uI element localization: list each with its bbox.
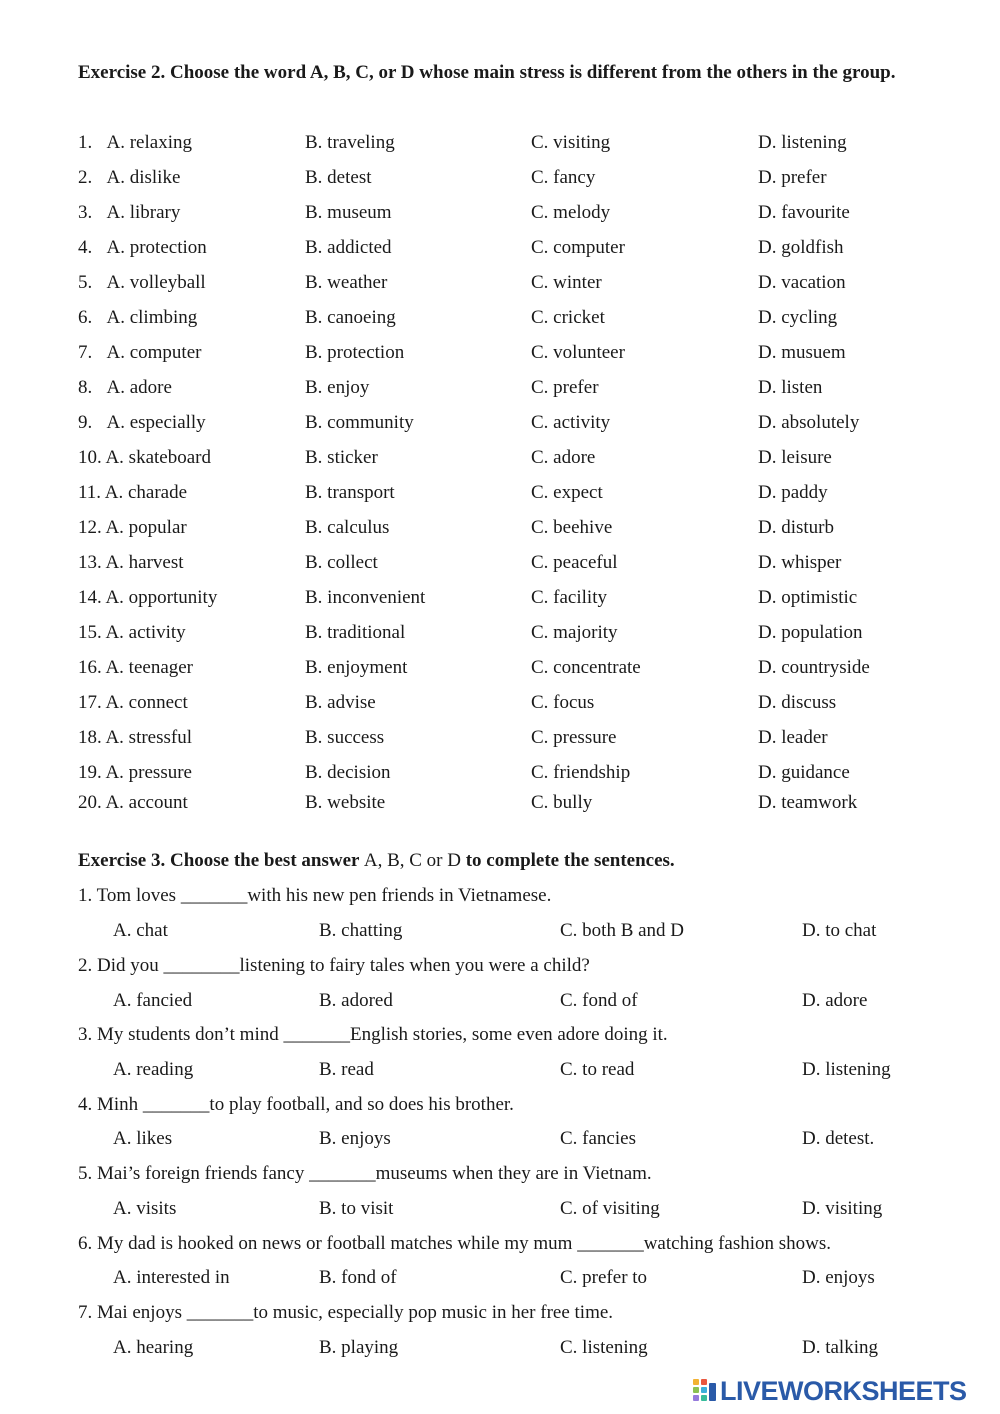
option-a[interactable]: A. chat bbox=[113, 920, 168, 941]
option-b[interactable]: B. canoeing bbox=[305, 307, 396, 328]
option-c[interactable]: C. facility bbox=[531, 587, 607, 608]
option-d[interactable]: D. discuss bbox=[758, 692, 837, 713]
option-a[interactable]: A. hearing bbox=[113, 1337, 194, 1358]
question-row bbox=[78, 475, 938, 510]
option-c[interactable]: C. adore bbox=[531, 447, 596, 468]
option-b[interactable]: B. fond of bbox=[319, 1267, 397, 1288]
option-b[interactable]: B. playing bbox=[319, 1337, 399, 1358]
question-row bbox=[78, 125, 938, 160]
question-number: 6. A. climbing bbox=[78, 307, 198, 328]
option-d[interactable]: D. absolutely bbox=[758, 412, 860, 433]
question-row bbox=[78, 580, 938, 615]
question-stem: 1. Tom loves _______with his new pen friends in Vietnamese. bbox=[78, 885, 552, 906]
option-c[interactable]: C. bully bbox=[531, 792, 593, 813]
question-stem: 3. My students don’t mind _______English stories, some even adore doing it. bbox=[78, 1024, 668, 1045]
liveworksheets-watermark bbox=[692, 1374, 990, 1408]
option-b[interactable]: B. sticker bbox=[305, 447, 378, 468]
option-b[interactable]: B. protection bbox=[305, 342, 405, 363]
option-b[interactable]: B. read bbox=[319, 1059, 374, 1080]
option-c[interactable]: C. computer bbox=[531, 237, 625, 258]
option-d[interactable]: D. goldfish bbox=[758, 237, 844, 258]
question-number: 20. A. account bbox=[78, 792, 188, 813]
question-row bbox=[78, 265, 938, 300]
exercise-3-title-options: A, B, C or D bbox=[363, 850, 461, 871]
option-a[interactable]: A. reading bbox=[113, 1059, 194, 1080]
option-c[interactable]: C. friendship bbox=[531, 762, 631, 783]
options-row bbox=[78, 1191, 938, 1226]
question-row bbox=[78, 195, 938, 230]
option-d[interactable]: D. visiting bbox=[802, 1198, 883, 1219]
option-b[interactable]: B. traditional bbox=[305, 622, 406, 643]
option-c[interactable]: C. prefer to bbox=[560, 1267, 648, 1288]
option-c[interactable]: C. fancy bbox=[531, 167, 596, 188]
option-b[interactable]: B. decision bbox=[305, 762, 391, 783]
option-c[interactable]: C. cricket bbox=[531, 307, 605, 328]
option-b[interactable]: B. to visit bbox=[319, 1198, 394, 1219]
option-d[interactable]: D. leisure bbox=[758, 447, 832, 468]
option-c[interactable]: C. volunteer bbox=[531, 342, 625, 363]
option-a[interactable]: A. interested in bbox=[113, 1267, 230, 1288]
option-b[interactable]: B. weather bbox=[305, 272, 388, 293]
option-c[interactable]: C. winter bbox=[531, 272, 602, 293]
question-number: 19. A. pressure bbox=[78, 762, 192, 783]
option-c[interactable]: C. both B and D bbox=[560, 920, 685, 941]
option-d[interactable]: D. optimistic bbox=[758, 587, 858, 608]
option-c[interactable]: C. concentrate bbox=[531, 657, 641, 678]
option-d[interactable]: D. whisper bbox=[758, 552, 842, 573]
question-number: 8. A. adore bbox=[78, 377, 172, 398]
option-c[interactable]: C. prefer bbox=[531, 377, 599, 398]
option-d[interactable]: D. favourite bbox=[758, 202, 850, 223]
question-row bbox=[78, 405, 938, 440]
option-d[interactable]: D. vacation bbox=[758, 272, 846, 293]
question-row bbox=[78, 510, 938, 545]
option-d[interactable]: D. paddy bbox=[758, 482, 828, 503]
liveworksheets-logo-icon bbox=[692, 1377, 718, 1405]
option-c[interactable]: C. peaceful bbox=[531, 552, 618, 573]
option-b[interactable]: B. museum bbox=[305, 202, 392, 223]
option-c[interactable]: C. majority bbox=[531, 622, 618, 643]
question-row bbox=[78, 440, 938, 475]
question-row bbox=[78, 785, 938, 820]
question-row bbox=[78, 230, 938, 265]
option-d[interactable]: D. detest. bbox=[802, 1128, 875, 1149]
option-d[interactable]: D. enjoys bbox=[802, 1267, 875, 1288]
option-d[interactable]: D. to chat bbox=[802, 920, 877, 941]
option-d[interactable]: D. teamwork bbox=[758, 792, 858, 813]
question-number: 16. A. teenager bbox=[78, 657, 194, 678]
option-c[interactable]: C. of visiting bbox=[560, 1198, 660, 1219]
option-d[interactable]: D. musuem bbox=[758, 342, 846, 363]
question-number: 11. A. charade bbox=[78, 482, 188, 503]
option-b[interactable]: B. enjoys bbox=[319, 1128, 391, 1149]
option-d[interactable]: D. listening bbox=[758, 132, 847, 153]
option-b[interactable]: B. transport bbox=[305, 482, 395, 503]
option-c[interactable]: C. listening bbox=[560, 1337, 648, 1358]
exercise-3-title bbox=[78, 843, 675, 878]
exercise-3-title-suffix: to complete the sentences. bbox=[465, 850, 675, 871]
option-c[interactable]: C. activity bbox=[531, 412, 611, 433]
question-number: 9. A. especially bbox=[78, 412, 206, 433]
option-b[interactable]: B. enjoyment bbox=[305, 657, 408, 678]
option-d[interactable]: D. listening bbox=[802, 1059, 891, 1080]
question-row bbox=[78, 720, 938, 755]
option-b[interactable]: B. detest bbox=[305, 167, 372, 188]
question-number: 1. A. relaxing bbox=[78, 132, 192, 153]
option-b[interactable]: B. addicted bbox=[305, 237, 392, 258]
option-d[interactable]: D. population bbox=[758, 622, 863, 643]
question-row bbox=[78, 370, 938, 405]
exercise-3-title-prefix: Exercise 3. Choose the best answer bbox=[78, 850, 360, 871]
option-d[interactable]: D. guidance bbox=[758, 762, 850, 783]
option-b[interactable]: B. website bbox=[305, 792, 386, 813]
option-b[interactable]: B. community bbox=[305, 412, 414, 433]
option-a[interactable]: A. fancied bbox=[113, 990, 193, 1011]
question-number: 5. A. volleyball bbox=[78, 272, 206, 293]
question-row bbox=[78, 650, 938, 685]
options-row bbox=[78, 983, 938, 1018]
question-row bbox=[78, 545, 938, 580]
question-stem: 5. Mai’s foreign friends fancy _______museums when they are in Vietnam. bbox=[78, 1163, 652, 1184]
option-c[interactable]: C. expect bbox=[531, 482, 603, 503]
option-a[interactable]: A. visits bbox=[113, 1198, 177, 1219]
option-c[interactable]: C. fond of bbox=[560, 990, 638, 1011]
option-d[interactable]: D. listen bbox=[758, 377, 823, 398]
question-number: 13. A. harvest bbox=[78, 552, 184, 573]
question-number: 7. A. computer bbox=[78, 342, 202, 363]
options-row bbox=[78, 1330, 938, 1365]
option-c[interactable]: C. melody bbox=[531, 202, 611, 223]
option-b[interactable]: B. adored bbox=[319, 990, 393, 1011]
option-c[interactable]: C. fancies bbox=[560, 1128, 636, 1149]
option-b[interactable]: B. collect bbox=[305, 552, 378, 573]
question-row bbox=[78, 685, 938, 720]
question-number: 17. A. connect bbox=[78, 692, 188, 713]
option-a[interactable]: A. likes bbox=[113, 1128, 173, 1149]
question-number: 14. A. opportunity bbox=[78, 587, 218, 608]
option-c[interactable]: C. beehive bbox=[531, 517, 613, 538]
option-b[interactable]: B. advise bbox=[305, 692, 376, 713]
question-stem: 6. My dad is hooked on news or football matches while my mum _______watching fashion shows. bbox=[78, 1233, 832, 1254]
options-row bbox=[78, 913, 938, 948]
question-number: 10. A. skateboard bbox=[78, 447, 211, 468]
question-stem: 7. Mai enjoys _______to music, especially pop music in her free time. bbox=[78, 1302, 614, 1323]
option-c[interactable]: C. pressure bbox=[531, 727, 617, 748]
question-number: 18. A. stressful bbox=[78, 727, 193, 748]
options-row bbox=[78, 1260, 938, 1295]
option-d[interactable]: D. cycling bbox=[758, 307, 838, 328]
options-row bbox=[78, 1052, 938, 1087]
option-c[interactable]: C. to read bbox=[560, 1059, 635, 1080]
option-c[interactable]: C. focus bbox=[531, 692, 595, 713]
question-stem: 4. Minh _______to play football, and so does his brother. bbox=[78, 1094, 514, 1115]
question-number: 12. A. popular bbox=[78, 517, 187, 538]
option-d[interactable]: D. talking bbox=[802, 1337, 878, 1358]
option-b[interactable]: B. chatting bbox=[319, 920, 403, 941]
question-row bbox=[78, 300, 938, 335]
option-d[interactable]: D. leader bbox=[758, 727, 828, 748]
question-number: 15. A. activity bbox=[78, 622, 186, 643]
question-number: 2. A. dislike bbox=[78, 167, 181, 188]
option-b[interactable]: B. inconvenient bbox=[305, 587, 426, 608]
option-d[interactable]: D. adore bbox=[802, 990, 868, 1011]
exercise-2-title: Exercise 2. Choose the word A, B, C, or D whose main stress is different from the others in the group. bbox=[78, 62, 896, 83]
question-stem: 2. Did you ________listening to fairy tales when you were a child? bbox=[78, 955, 590, 976]
liveworksheets-wordmark: LIVEWORKSHEETS bbox=[720, 1376, 967, 1406]
question-row bbox=[78, 160, 938, 195]
options-row bbox=[78, 1121, 938, 1156]
option-c[interactable]: C. visiting bbox=[531, 132, 611, 153]
question-number: 4. A. protection bbox=[78, 237, 207, 258]
option-d[interactable]: D. disturb bbox=[758, 517, 834, 538]
option-d[interactable]: D. countryside bbox=[758, 657, 870, 678]
option-d[interactable]: D. prefer bbox=[758, 167, 827, 188]
option-b[interactable]: B. success bbox=[305, 727, 385, 748]
option-b[interactable]: B. calculus bbox=[305, 517, 390, 538]
option-b[interactable]: B. traveling bbox=[305, 132, 395, 153]
question-row bbox=[78, 615, 938, 650]
question-number: 3. A. library bbox=[78, 202, 181, 223]
question-row bbox=[78, 335, 938, 370]
option-b[interactable]: B. enjoy bbox=[305, 377, 370, 398]
